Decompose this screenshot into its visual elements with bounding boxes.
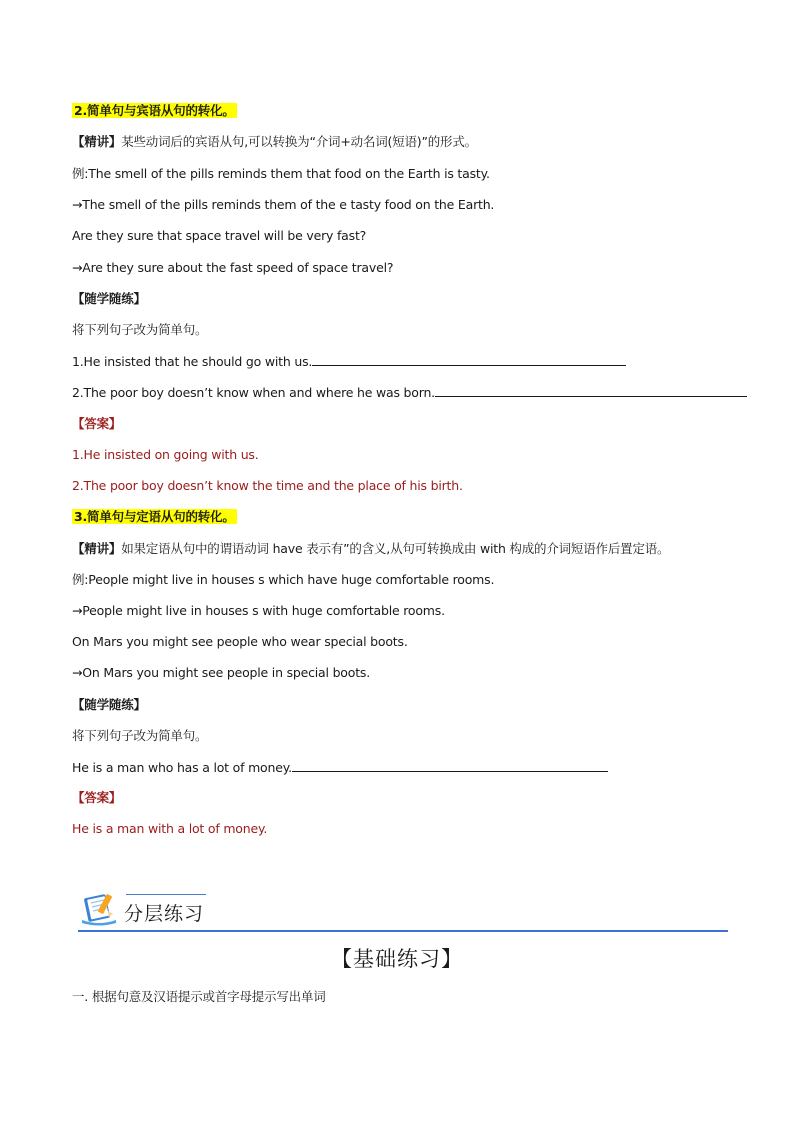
section-3-example-1: 例:People might live in houses s which have huge comfortable rooms.: [72, 572, 495, 587]
section-3-instruction: 将下列句子改为简单句。: [72, 728, 208, 743]
section-2-question-2: 2.The poor boy doesn’t know when and where he was born.: [72, 384, 747, 401]
section-3-heading: 3.简单句与定语从句的转化。: [74, 509, 235, 524]
section-2-answer-1: 1.He insisted on going with us.: [72, 447, 259, 462]
section-3-explanation: 【精讲】如果定语从句中的谓语动词 have 表示有”的含义,从句可转换成由 with 构成的介词短语作后置定语。: [72, 541, 670, 556]
section-3-question-1: He is a man who has a lot of money.: [72, 759, 608, 776]
section-2-example-2: →The smell of the pills reminds them of the e tasty food on the Earth.: [72, 197, 495, 212]
section-3-answer-1: He is a man with a lot of money.: [72, 821, 268, 836]
section-2-answer-2: 2.The poor boy doesn’t know the time and the place of his birth.: [72, 478, 463, 493]
section-2-example-4: →Are they sure about the fast speed of space travel?: [72, 260, 394, 275]
section-2-question-1: 1.He insisted that he should go with us.: [72, 353, 626, 370]
section-2-answer-tag: 【答案】: [72, 416, 122, 431]
section-3-practice-tag: 【随学随练】: [72, 697, 146, 712]
notebook-pencil-icon: [78, 890, 120, 926]
section-2-practice-tag: 【随学随练】: [72, 291, 146, 306]
section-2-instruction: 将下列句子改为简单句。: [72, 322, 208, 337]
banner-overline: [126, 894, 206, 895]
basic-practice-item-1: 一. 根据句意及汉语提示或首字母提示写出单词: [72, 989, 326, 1004]
section-2-explanation: 【精讲】某些动词后的宾语从句,可以转换为“介词+动名词(短语)”的形式。: [72, 134, 477, 149]
section-3-answer-tag: 【答案】: [72, 790, 122, 805]
section-2-example-3: Are they sure that space travel will be very fast?: [72, 228, 367, 243]
answer-blank[interactable]: [312, 353, 626, 366]
section-2-example-1: 例:The smell of the pills reminds them that food on the Earth is tasty.: [72, 166, 490, 181]
basic-practice-heading: 【基础练习】: [331, 947, 463, 971]
banner-divider: [78, 930, 728, 932]
section-2-heading: 2.简单句与宾语从句的转化。: [74, 103, 235, 118]
section-3-example-4: →On Mars you might see people in special boots.: [72, 665, 370, 680]
section-3-example-2: →People might live in houses s with huge comfortable rooms.: [72, 603, 445, 618]
answer-blank[interactable]: [435, 384, 747, 397]
section-3-example-3: On Mars you might see people who wear special boots.: [72, 634, 408, 649]
answer-blank[interactable]: [292, 759, 608, 772]
banner-title: 分层练习: [124, 903, 205, 925]
